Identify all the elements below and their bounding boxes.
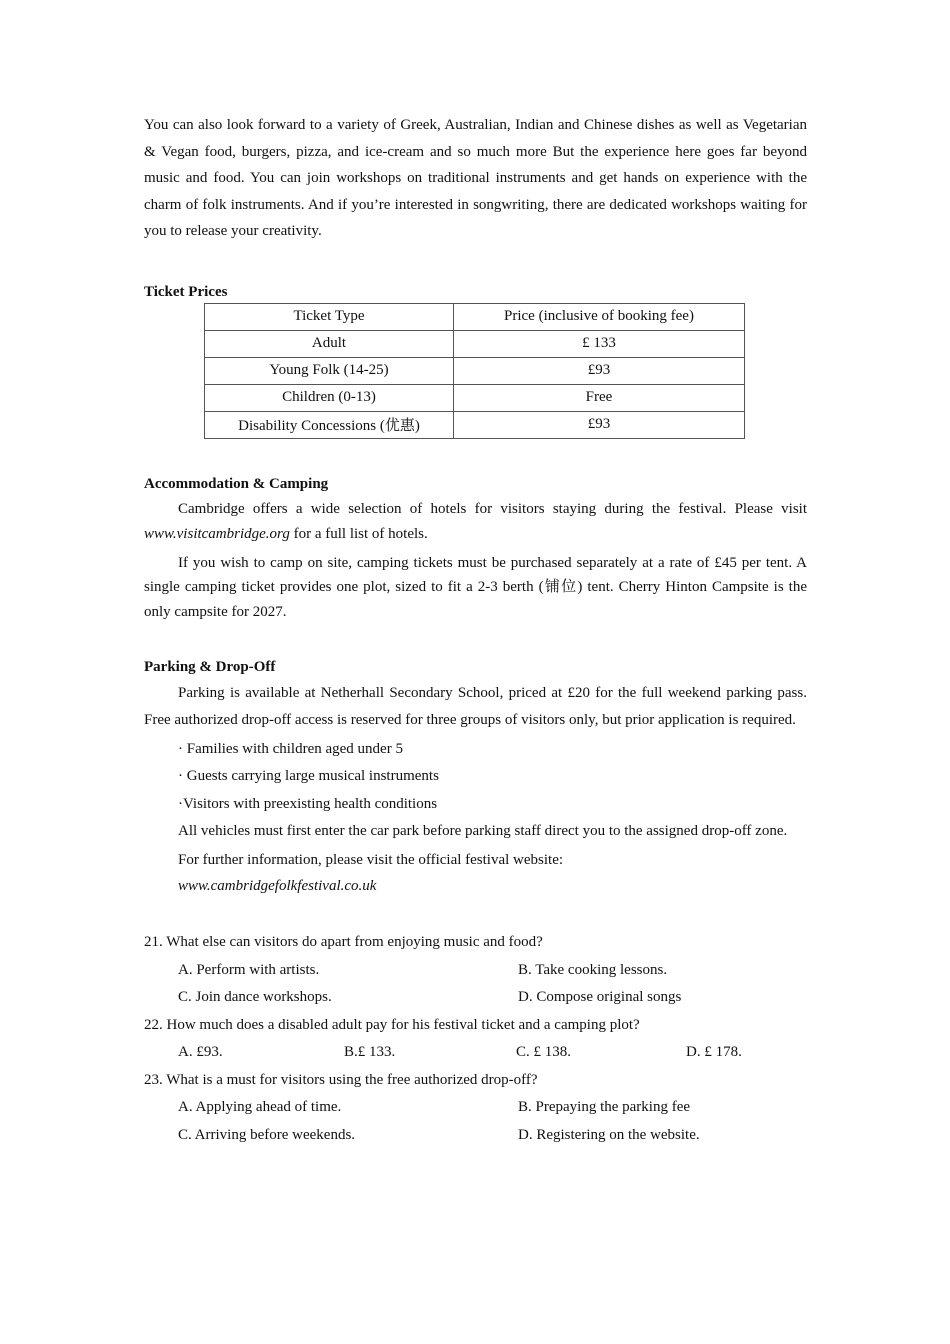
option-b: B. Take cooking lessons. [518, 961, 668, 978]
option-b: B. Prepaying the parking fee [518, 1099, 691, 1116]
ticket-price-cell: £93 [454, 357, 745, 384]
visitcambridge-link[interactable]: www.visitcambridge.org [144, 525, 290, 542]
ticket-price-cell: Free [454, 384, 745, 411]
document-page [144, 112, 807, 1149]
ticket-type-cell: Disability Concessions (优惠) [205, 411, 454, 438]
drop-off-paragraph: All vehicles must first enter the car park before parking staff direct you to the assigned drop-off zone. [178, 823, 788, 840]
festival-website-link[interactable]: www.cambridgefolkfestival.co.uk [178, 878, 377, 895]
question-23-options-row [178, 1094, 807, 1122]
option-a: A. £93. [178, 1044, 223, 1061]
question-22-options-row [178, 1039, 807, 1067]
ticket-price-cell: £93 [454, 411, 745, 438]
accommodation-heading: Accommodation & Camping [144, 475, 329, 492]
question-21-options-row [178, 957, 807, 985]
option-c: C. Join dance workshops. [178, 989, 332, 1006]
table-header-cell: Ticket Type [205, 303, 454, 330]
accommodation-text-start: Cambridge offers a wide selection of hotels for visitors staying during the festival. Please visit [178, 500, 807, 517]
ticket-prices-heading: Ticket Prices [144, 283, 228, 300]
accommodation-text-end: for a full list of hotels. [289, 525, 428, 542]
ticket-type-cell: Young Folk (14-25) [205, 357, 454, 384]
camping-paragraph: If you wish to camp on site, camping tickets must be purchased separately at a rate of £45 per tent. A single camping ticket provides one plot, sized to fit a 2-3 berth (铺位) tent. Cherry Hinton Campsite is the only campsite for 2027. [144, 554, 807, 620]
further-info-text: For further information, please visit the official festival website: [178, 852, 564, 869]
parking-heading: Parking & Drop-Off [144, 659, 276, 676]
table-row [205, 357, 745, 384]
option-c: C. Arriving before weekends. [178, 1126, 356, 1143]
ticket-type-cell: Adult [205, 330, 454, 357]
parking-paragraph: Parking is available at Netherhall Secondary School, priced at £20 for the full weekend parking pass. Free authorized drop-off access is reserved for three groups of visitors only, but prior application is required. [144, 685, 807, 729]
option-a: A. Applying ahead of time. [178, 1099, 342, 1116]
table-header-cell: Price (inclusive of booking fee) [454, 303, 745, 330]
question-21-options-row [178, 984, 807, 1012]
ticket-price-cell: £ 133 [454, 330, 745, 357]
accommodation-paragraph [144, 497, 807, 547]
option-b: B.£ 133. [344, 1044, 396, 1061]
option-a: A. Perform with artists. [178, 961, 320, 978]
table-row [205, 330, 745, 357]
option-d: D. £ 178. [686, 1044, 742, 1061]
table-header-row [205, 303, 745, 330]
option-d: D. Registering on the website. [518, 1126, 700, 1143]
question-23-options-row [178, 1122, 807, 1150]
question-21: 21. What else can visitors do apart from enjoying music and food? [144, 934, 543, 951]
table-row [205, 411, 745, 438]
option-d: D. Compose original songs [518, 989, 682, 1006]
festival-website-link-line [144, 873, 807, 899]
intro-paragraph: You can also look forward to a variety of Greek, Australian, Indian and Chinese dishes as well as Vegetarian & Vegan food, burgers, pizza, and ice-cream and so much more But the experience here goes far beyond music and food. You can join workshops on traditional instruments and get hands on experience with the charm of folk instruments. And if you’re interested in songwriting, there are dedicated workshops waiting for you to release your creativity. [144, 117, 807, 240]
table-row [205, 384, 745, 411]
list-item: · Families with children aged under 5 [178, 740, 403, 757]
question-23: 23. What is a must for visitors using the free authorized drop-off? [144, 1071, 538, 1088]
question-22: 22. How much does a disabled adult pay for his festival ticket and a camping plot? [144, 1016, 640, 1033]
list-item: ·Visitors with preexisting health conditions [178, 795, 438, 812]
option-c: C. £ 138. [516, 1044, 572, 1061]
ticket-prices-table [204, 303, 745, 439]
ticket-type-cell: Children (0-13) [205, 384, 454, 411]
list-item: · Guests carrying large musical instruments [178, 768, 439, 785]
